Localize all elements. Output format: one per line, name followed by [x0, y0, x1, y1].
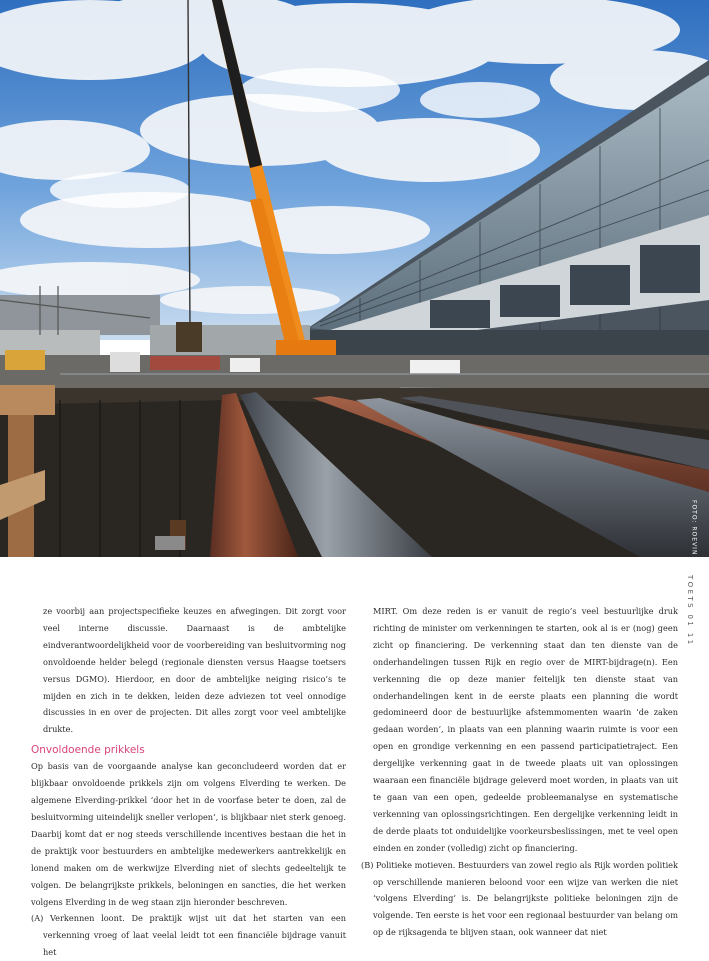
right-paragraph-1: MIRT. Om deze reden is er vanuit de regio’s veel bestuurlijke druk richting de minister om verkenningen te starten, ook al is er (nog) geen zicht op financiering. De verkenning staat dan ten dienste van de onderhandelingen tussen Rijk en regio over de MIRT-bijdrage(n). Een verkenning die op deze manier feitelijk ten dienste staat van onderhandelingen kent in de eerste plaats een planning die wordt gedomineerd door de bestuurlijke afstemmomenten waarin ‘de zaken gedaan worden’, in plaats van een planning waarin ruimte is voor een open en grondige verkenning en een passend participatietraject. Een dergelijke verkenning gaat in de tweede plaats uit van oplossingen waaraan een financiële bijdrage geleverd moet worden, in plaats van uit te gaan van een open, gedeelde probleemanalyse en systematische verkenning van oplossingsrichtingen. Een dergelijke verkenning leidt in de derde plaats tot onduidelijke voorkeursbeslissingen, met te veel open einden en zonder (volledig) zicht op financiering.: [373, 606, 678, 853]
left-paragraph-2: Op basis van de voorgaande analyse kan geconcludeerd worden dat er blijkbaar onvoldoende prikkels zijn om volgens Elverding te werken. De algemene Elverding-prikkel ‘door het in de voorfase beter te doen, zal de besluitvorming uiteindelijk sneller verlopen’, is blijkbaar niet sterk genoeg. Daarbij komt dat er nog steeds verschillende incentives bestaan die het in de praktijk voor bestuurders en ambtelijke medewerkers aantrekkelijk en lonend maken om de werkwijze Elverding niet of slechts gedeeltelijk te volgen. De belangrijkste prikkels, beloningen en sancties, die het werken volgens Elverding in de weg staan zijn hieronder beschreven.: [31, 761, 346, 907]
right-column: [361, 603, 678, 941]
journal-sidebar-label: TOETS 01 11: [686, 575, 694, 647]
section-heading: Onvoldoende prikkels: [31, 744, 145, 757]
list-item-a: (A) Verkennen loont. De praktijk wijst uit dat het starten van een verkenning vroeg of laat veelal leidt tot een financiële bijdrage vanuit het: [31, 913, 346, 958]
photo-credit: FOTO: ROEVIN: [690, 500, 697, 556]
left-paragraph-1: ze voorbij aan projectspecifieke keuzes en afwegingen. Dit zorgt voor veel interne discussie. Daarnaast is de ambtelijke eindverantwoordelijkheid voor de voorbereiding van besluitvorming nog onvoldoende helder belegd (regionale diensten versus Haagse toetsers versus DGMO). Hierdoor, en door de ambtelijke neiging risico’s te mijden en zich in te dekken, leiden deze adviezen tot veel onnodige discussies in en over de projecten. Dit alles zorgt voor veel ambtelijke drukte.: [43, 606, 346, 735]
left-column: [31, 603, 346, 961]
list-item-b: (B) Politieke motieven. Bestuurders van zowel regio als Rijk worden politiek op verschillende manieren beloond voor een wijze van werken die niet ‘volgens Elverding’ is. De belangrijkste politieke beloningen zijn de volgende. Ten eerste is het voor een regionaal bestuurder van belang om op de rijksagenda te blijven staan, ook wanneer dat niet: [361, 859, 678, 938]
